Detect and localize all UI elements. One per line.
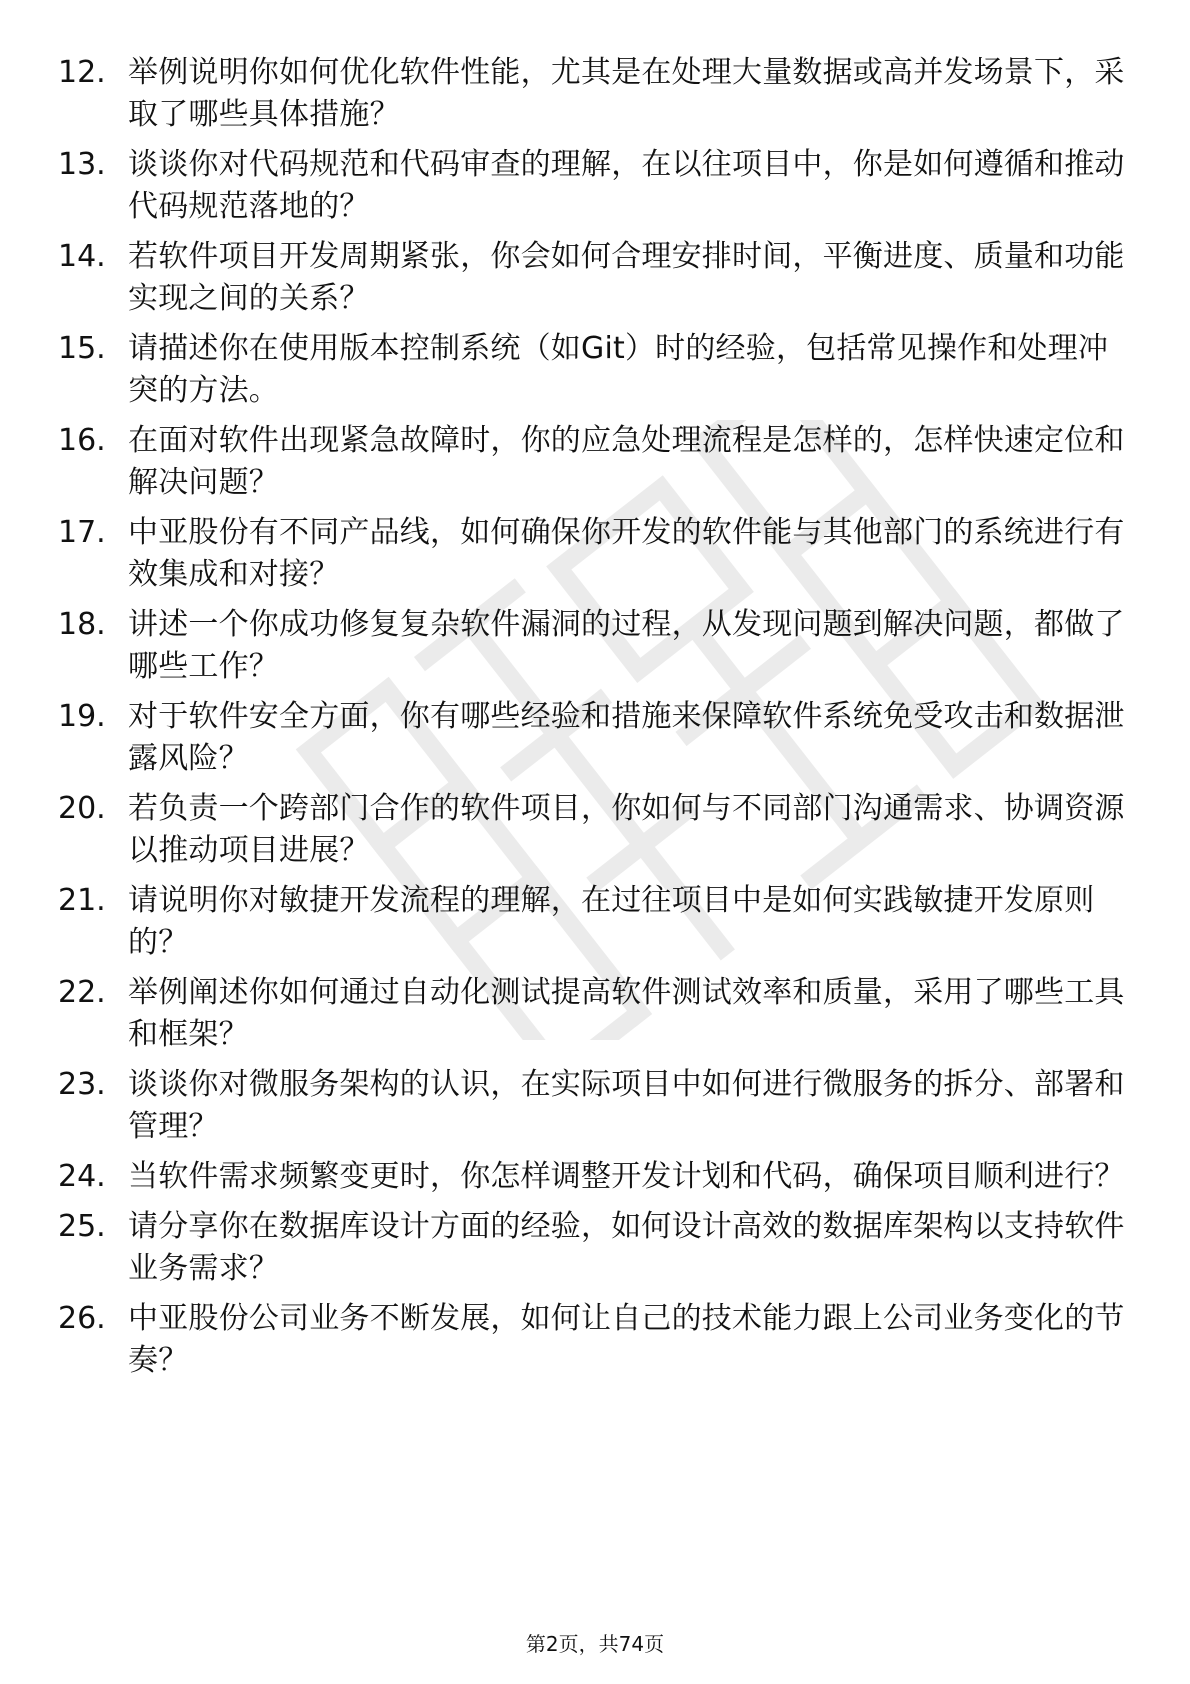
question-item	[58, 604, 1138, 688]
question-number: 16.	[58, 423, 106, 458]
question-item	[58, 1156, 1138, 1198]
page-footer: 第2页，共74页	[525, 1632, 665, 1656]
question-text: 若软件项目开发周期紧张，你会如何合理安排时间，平衡进度、质量和功能实现之间的关系？	[128, 239, 1125, 316]
question-item	[58, 512, 1138, 596]
question-item	[58, 880, 1138, 964]
question-text: 在面对软件出现紧急故障时，你的应急处理流程是怎样的，怎样快速定位和解决问题？	[128, 423, 1125, 500]
question-text: 对于软件安全方面，你有哪些经验和措施来保障软件系统免受攻击和数据泄露风险？	[128, 699, 1125, 776]
question-text: 请描述你在使用版本控制系统（如Git）时的经验，包括常见操作和处理冲突的方法。	[128, 331, 1109, 408]
question-number: 26.	[58, 1301, 106, 1336]
question-number: 14.	[58, 239, 106, 274]
question-item	[58, 328, 1138, 412]
question-number: 22.	[58, 975, 106, 1010]
question-item	[58, 1298, 1138, 1382]
question-number: 12.	[58, 55, 106, 90]
question-item	[58, 1064, 1138, 1148]
question-text: 中亚股份有不同产品线，如何确保你开发的软件能与其他部门的系统进行有效集成和对接？	[128, 515, 1125, 592]
question-item	[58, 236, 1138, 320]
question-item	[58, 788, 1138, 872]
question-number: 21.	[58, 883, 106, 918]
question-text: 若负责一个跨部门合作的软件项目，你如何与不同部门沟通需求、协调资源以推动项目进展？	[128, 791, 1125, 868]
question-list	[58, 52, 1138, 1390]
question-item	[58, 144, 1138, 228]
question-item	[58, 696, 1138, 780]
question-number: 23.	[58, 1067, 106, 1102]
question-text: 谈谈你对代码规范和代码审查的理解，在以往项目中，你是如何遵循和推动代码规范落地的？	[128, 147, 1125, 224]
question-text: 举例阐述你如何通过自动化测试提高软件测试效率和质量，采用了哪些工具和框架？	[128, 975, 1125, 1052]
question-item	[58, 420, 1138, 504]
question-number: 18.	[58, 607, 106, 642]
question-number: 24.	[58, 1159, 106, 1194]
question-number: 19.	[58, 699, 106, 734]
question-item	[58, 972, 1138, 1056]
question-text: 请分享你在数据库设计方面的经验，如何设计高效的数据库架构以支持软件业务需求？	[128, 1209, 1125, 1286]
question-number: 15.	[58, 331, 106, 366]
question-text: 举例说明你如何优化软件性能，尤其是在处理大量数据或高并发场景下，采取了哪些具体措施？	[128, 55, 1125, 132]
question-item	[58, 1206, 1138, 1290]
question-text: 请说明你对敏捷开发流程的理解，在过往项目中是如何实践敏捷开发原则的？	[128, 883, 1095, 960]
question-number: 13.	[58, 147, 106, 182]
question-number: 20.	[58, 791, 106, 826]
question-number: 17.	[58, 515, 106, 550]
question-number: 25.	[58, 1209, 106, 1244]
question-text: 中亚股份公司业务不断发展，如何让自己的技术能力跟上公司业务变化的节奏？	[128, 1301, 1125, 1378]
question-text: 讲述一个你成功修复复杂软件漏洞的过程，从发现问题到解决问题，都做了哪些工作？	[128, 607, 1125, 684]
question-text: 当软件需求频繁变更时，你怎样调整开发计划和代码，确保项目顺利进行？	[128, 1159, 1125, 1194]
question-item	[58, 52, 1138, 136]
question-text: 谈谈你对微服务架构的认识，在实际项目中如何进行微服务的拆分、部署和管理？	[128, 1067, 1125, 1144]
